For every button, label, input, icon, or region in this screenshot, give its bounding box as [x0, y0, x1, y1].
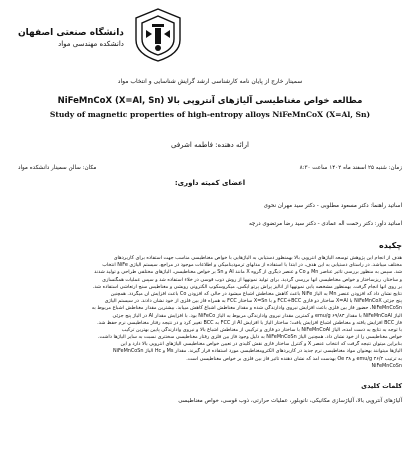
abstract-heading: چکیده — [378, 241, 402, 250]
abstract-line: با توجه به نتایج به دست آمده، آلیاژ NiFeMnCoAl با ساختار دو فازی و ترکیبی از مغناطش اشباع بالا و نیروی وادارندگی پایین بهترین ترکیب — [121, 326, 402, 333]
abstract-line: بنابراین میتوان نتیجه گرفت که انتخاب عنصر X و کنترل ساختار فازی نقش کلیدی در تعیین خواص مغناطیسی آلیاژهای آنتروپی بالا دارد و این — [120, 341, 402, 348]
presenter: ارائه دهنده: فاطمه اشرفی — [171, 141, 249, 149]
reviewers: اساتید داور: دکتر رحمت اله عمادی - دکتر سید رضا مرتضوی درچه — [248, 221, 402, 227]
abstract-line: آلیاژها میتوانند بهعنوان مواد مغناطیسی نرم جدید در کاربردهای الکترومغناطیسی مورد استفاده قرار گیرند. مقدار Ms و Hc آلیاژ NiFeMnCoSn — [113, 348, 402, 355]
keywords-heading: کلمات کلیدی — [361, 382, 402, 390]
title-persian: مطالعه خواص مغناطیسی آلیاژهای آنتروپی بالا NiFeMnCoX (X=Al, Sn) — [57, 96, 363, 106]
date-location-row — [18, 165, 402, 171]
abstract-line: خواص مغناطیسی را از خود نشان داد. همچنین آلیاژ NiFeMnCoSn به دلیل وجود فاز بین فلزی رفتار مغناطیسی سختتری نسبت به سایر آلیاژها داشت. — [97, 334, 402, 341]
abstract-line: و ساختار، ریزساختار و خواص مغناطیسی آنها بررسی گردید. برای تولید نمونهها از روش ذوب قوسی در خلاء استفاده شد و سپس عملیات همگنسازی — [102, 276, 402, 283]
abstract-line: هدف از انجام این پژوهش توسعه آلیاژهای آنتروپی بالا بهمنظور دستیابی به آلیاژهایی با خواص مغناطیسی مناسب جهت استفاده برای کاربردهای — [113, 255, 402, 261]
header — [18, 6, 402, 72]
abstract-line: نتایج نشان داد که افزودن عنصر Mn به آلیاژ NiFe باعث کاهش مغناطش اشباع میشود در حالی که افزودن Co باعث افزایش آن میگردد. همچنین — [110, 290, 402, 297]
abstract-line: به ترتیب emu/g ۴۶/۲ و Oe ۳۸ بهدست آمد که نشان دهنده تاثیر فاز بین فلزی بر خواص مغناطیسی است. — [186, 355, 402, 362]
abstract-line: بر روی آنها انجام گرفت. بهمنظور مشخصه یابی نمونهها از آنالیز پراش پرتو ایکس، میکروسکوپ الکترونی روبشی و مغناطیس سنج ارتعاشی استفاده شد. — [92, 283, 402, 290]
abstract-line: شد. سپس به منظور بررسی تاثیر عناصر Mn و Co و عنصر دیگری از گروه X مانند Al و Sn بر خواص مغناطیسی، آلیاژهای مختلفی طراحی و تولید شدند — [94, 269, 402, 276]
abstract-line: NiFeMnCoSn، حضور فاز بین فلزی باعث افزایش نیروی وادارندگی شده و مقدار مغناطش اشباع کاهش مییابد. بیشترین مقدار مغناطش اشباع مربوط به — [91, 305, 402, 312]
abstract-line: NiFeMnCoSn — [371, 362, 402, 369]
keywords-text: آلیاژهای آنتروپی بالا، آلیاژسازی مکانیکی، نانوبلور، عملیات حرارتی، ذوب قوسی، خواص مغناطیسی — [178, 398, 402, 404]
abstract-line: آلیاژ NiFeMnCoAl با مقدار emu/g ۶۹/۸۳ و کمترین مقدار نیروی وادارندگی مربوط به آلیاژ NiFeCo بود. با افزایش مقدار Al در آلیاژ پنج جزئی — [112, 312, 402, 319]
header-text — [18, 6, 124, 48]
abstract-line: پنج جزئی NiFeMnCoX با X=Al ساختار دو فازی FCC+BCC و با X=Sn ساختار FCC به همراه فاز بین فلزی از خود نشان دادند. در سیستم آلیاژی — [104, 298, 402, 305]
isfahan-university-of-technology-emblem-icon — [130, 6, 186, 64]
abstract-line: فاز BCC افزایش یافته و مغناطش اشباع افزایش یافت؛ ساختار آلیاژ با افزایش Al از FCC به BCC تغییر کرد و در نتیجه رفتار مغناطیسی نرم حفظ شد. — [97, 319, 402, 326]
date-time: زمان: شنبه ۲۵ اسفند ماه ۱۴۰۲ ساعت ۸:۳۰ — [299, 165, 402, 171]
seminar-line: سمینار خارج از پایان نامه کارشناسی ارشد گرایش شناسایی و انتخاب مواد — [117, 78, 303, 85]
supervisors: اساتید راهنما: دکتر مسعود مطلوبی - دکتر سید مهران نحوی — [263, 203, 402, 209]
university-name: دانشگاه صنعتی اصفهان — [18, 28, 124, 38]
committee-heading: اعضای کمیته داوری: — [174, 179, 246, 187]
location: مکان: سالن سمینار دانشکده مواد — [18, 165, 97, 171]
abstract-line: مختلف میباشد. در راستای دستیابی به این هدف، در ابتدا با استفاده از مدلهای ترمودینامیکی و اطلاعات موجود در مراجع، سیستم آلیاژی NiFe انتخاب — [102, 262, 402, 269]
abstract-body — [18, 255, 402, 370]
title-english: Study of magnetic properties of high-entropy alloys NiFeMnCoX (X=Al, Sn) — [49, 110, 371, 119]
faculty-name: دانشکده مهندسی مواد — [58, 40, 124, 48]
